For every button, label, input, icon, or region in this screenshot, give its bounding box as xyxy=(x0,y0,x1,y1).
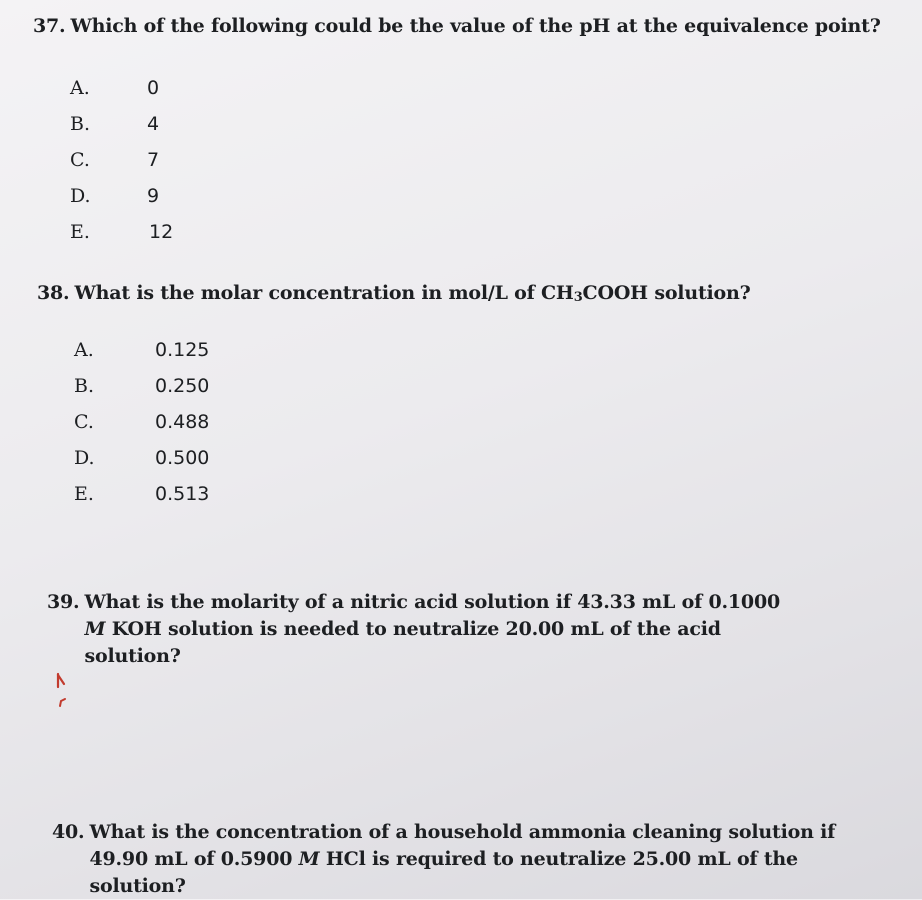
option-value: 7 xyxy=(147,149,160,171)
option-b[interactable] xyxy=(74,375,374,411)
question-38 xyxy=(37,280,897,311)
option-c[interactable] xyxy=(74,411,374,447)
option-value: 0.250 xyxy=(155,375,210,397)
question-text: What is the molar concentration in mol/L of CH3COOH solution? xyxy=(74,282,751,305)
option-value: 0.488 xyxy=(155,411,210,433)
option-value: 0.500 xyxy=(155,447,210,469)
option-letter: E. xyxy=(74,483,94,505)
molar-unit: M xyxy=(84,618,106,640)
option-letter: D. xyxy=(70,185,91,207)
option-letter: B. xyxy=(70,113,91,135)
option-value: 0 xyxy=(147,77,160,99)
question-number: 40. xyxy=(52,821,85,843)
option-value: 9 xyxy=(147,185,160,207)
options-38 xyxy=(74,339,374,519)
option-letter: E. xyxy=(70,221,90,243)
question-text: Which of the following could be the value of the pH at the equivalence point? xyxy=(70,15,881,37)
question-40 xyxy=(52,819,872,900)
question-39 xyxy=(47,589,817,670)
option-b[interactable] xyxy=(70,113,370,149)
option-value: 0.513 xyxy=(155,483,210,505)
option-value: 12 xyxy=(149,221,174,243)
option-e[interactable] xyxy=(74,483,374,519)
option-letter: C. xyxy=(74,411,94,433)
molar-unit: M xyxy=(298,848,320,870)
question-text: What is the molarity of a nitric acid solution if 43.33 mL of 0.1000 M KOH solution is needed to neutralize 20.00 mL of the acid solution? xyxy=(84,591,780,667)
option-d[interactable] xyxy=(70,185,370,221)
option-letter: A. xyxy=(74,339,94,361)
option-letter: B. xyxy=(74,375,95,397)
option-e[interactable] xyxy=(70,221,370,257)
option-d[interactable] xyxy=(74,447,374,483)
question-text: What is the concentration of a household ammonia cleaning solution if 49.90 mL of 0.5900 M HCl is required to neutralize 25.00 mL of the solution? xyxy=(89,821,836,897)
option-value: 4 xyxy=(147,113,160,135)
options-37 xyxy=(70,77,370,257)
option-a[interactable] xyxy=(74,339,374,375)
option-c[interactable] xyxy=(70,149,370,185)
option-letter: D. xyxy=(74,447,95,469)
option-letter: C. xyxy=(70,149,90,171)
option-a[interactable] xyxy=(70,77,370,113)
pen-mark-icon xyxy=(52,670,74,710)
question-number: 37. xyxy=(33,15,66,37)
option-value: 0.125 xyxy=(155,339,210,361)
question-number: 38. xyxy=(37,282,70,304)
question-number: 39. xyxy=(47,591,80,613)
question-37 xyxy=(33,13,903,40)
subscript-three: 3 xyxy=(573,290,583,305)
option-letter: A. xyxy=(70,77,90,99)
